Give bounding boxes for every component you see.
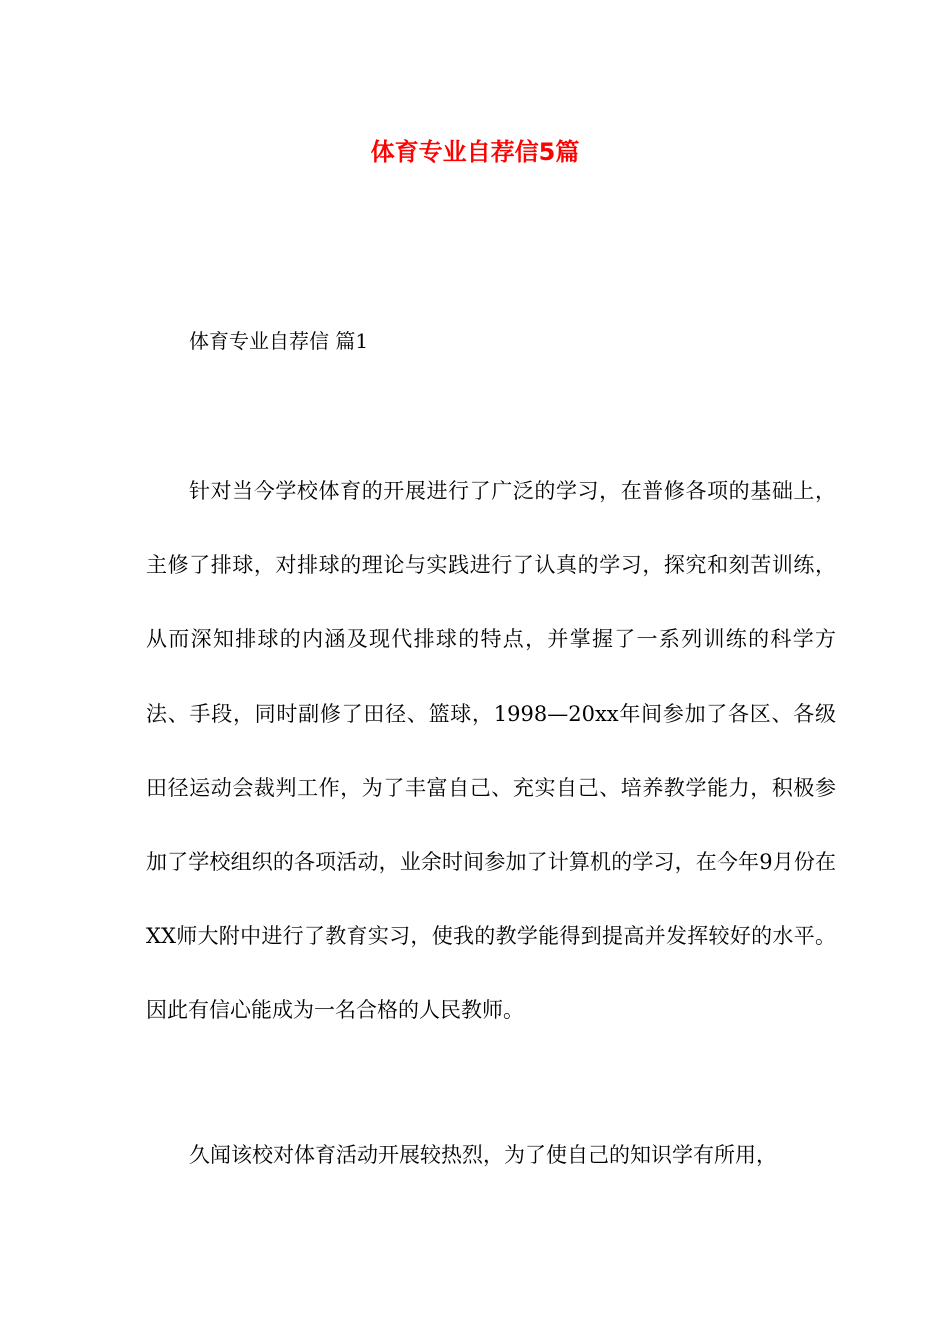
document-title: 体育专业自荐信5篇 [370,138,580,166]
body-paragraph-1: 针对当今学校体育的开展进行了广泛的学习，在普修各项的基础上，主修了排球，对排球的理论与实践进行了认真的学习，探究和刻苦训练，从而深知排球的内涵及现代排球的特点，并掌握了一系列训练的科学方法、手段，同时副修了田径、篮球，1998—20xx年间参加了各区、各级田径运动会裁判工作，为了丰富自己、充实自己、培养教学能力，积极参加了学校组织的各项活动，业余时间参加了计算机的学习，在今年9月份在XX师大附中进行了教育实习，使我的教学能得到提高并发挥较好的水平。因此有信心能成为一名合格的人民教师。 [146,479,836,1023]
body-paragraph-2: 久闻该校对体育活动开展较热烈，为了使自己的知识学有所用， [189,1143,777,1167]
section-heading: 体育专业自荐信 篇1 [189,329,369,353]
